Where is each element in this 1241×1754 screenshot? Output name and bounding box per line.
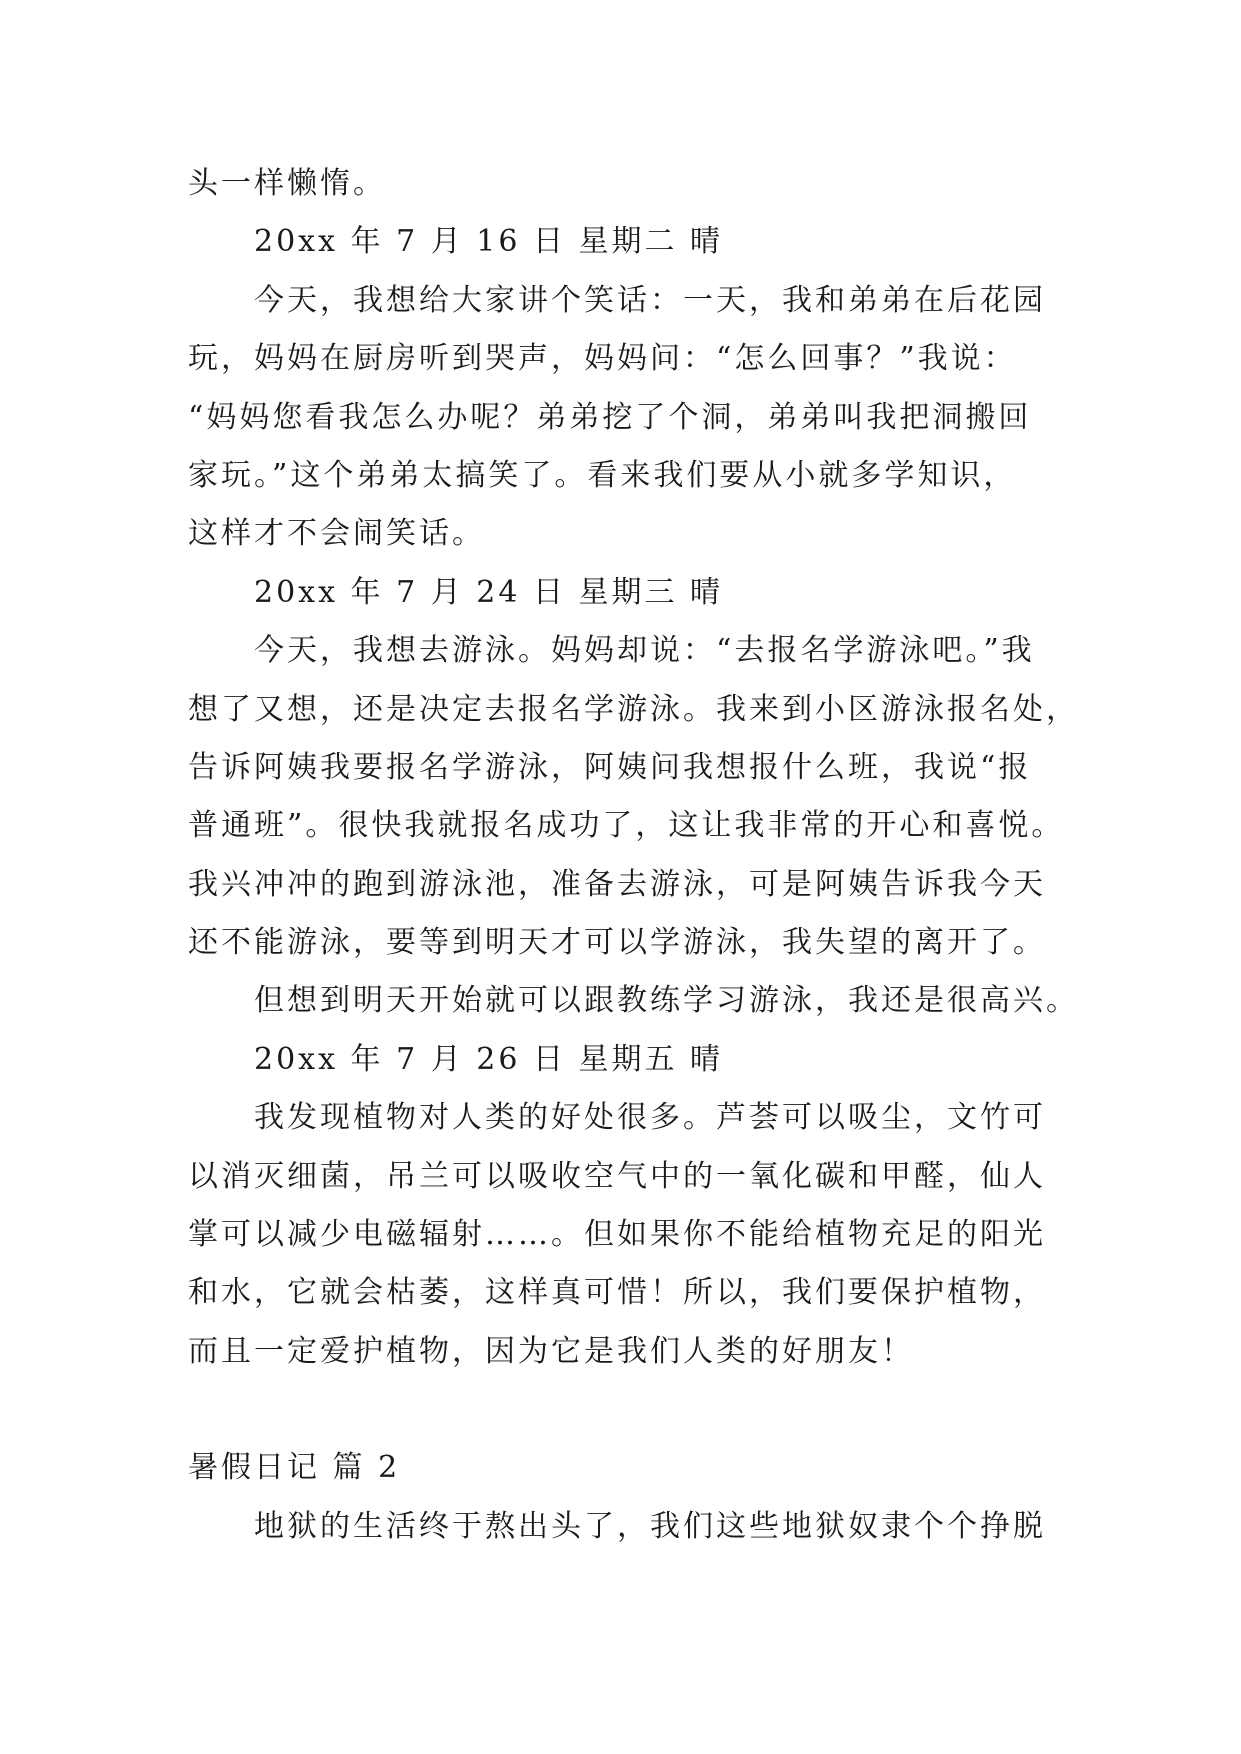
- text-line: 掌可以减少电磁辐射……。但如果你不能给植物充足的阳光: [188, 1217, 1046, 1253]
- text-line: 地狱的生活终于熬出头了，我们这些地狱奴隶个个挣脱: [254, 1508, 1046, 1544]
- section-body: [188, 1498, 1058, 1556]
- text-line: 今天，我想去游泳。妈妈却说：“去报名学游泳吧。”我: [254, 633, 1035, 669]
- text-line: 今天，我想给大家讲个笑话：一天，我和弟弟在后花园: [254, 282, 1046, 318]
- text-line: 普通班”。很快我就报名成功了，这让我非常的开心和喜悦。: [188, 808, 1065, 844]
- text-line: 但想到明天开始就可以跟教练学习游泳，我还是很高兴。: [254, 983, 1079, 1019]
- diary-body: [188, 155, 1079, 1381]
- text-line: 玩，妈妈在厨房听到哭声，妈妈问：“怎么回事？”我说：: [188, 341, 1017, 377]
- text-line: 头一样懒惰。: [188, 166, 386, 201]
- text-line: 这样才不会闹笑话。: [188, 516, 485, 552]
- text-line: “妈妈您看我怎么办呢？弟弟挖了个洞，弟弟叫我把洞搬回: [188, 399, 1032, 435]
- text-line: 20xx 年 7 月 24 日 星期三 晴: [254, 574, 724, 610]
- text-line: 还不能游泳，要等到明天才可以学游泳，我失望的离开了。: [188, 925, 1046, 961]
- text-line: 我发现植物对人类的好处很多。芦荟可以吸尘，文竹可: [254, 1100, 1046, 1136]
- section-gap: [188, 1381, 1058, 1439]
- text-line: 想了又想，还是决定去报名学游泳。我来到小区游泳报名处，: [188, 691, 1079, 727]
- text-line: 和水，它就会枯萎，这样真可惜！所以，我们要保护植物，: [188, 1275, 1046, 1311]
- text-line: 而且一定爱护植物，因为它是我们人类的好朋友！: [188, 1333, 914, 1369]
- text-line: 我兴冲冲的跑到游泳池，准备去游泳，可是阿姨告诉我今天: [188, 866, 1046, 902]
- text-line: 20xx 年 7 月 16 日 星期二 晴: [254, 224, 724, 260]
- text-line: 20xx 年 7 月 26 日 星期五 晴: [254, 1041, 724, 1077]
- text-line: 以消灭细菌，吊兰可以吸收空气中的一氧化碳和甲醛，仙人: [188, 1158, 1046, 1194]
- section-title: 暑假日记 篇 2: [188, 1450, 401, 1486]
- text-line: 家玩。”这个弟弟太搞笑了。看来我们要从小就多学知识，: [188, 457, 1017, 493]
- text-line: 告诉阿姨我要报名学游泳，阿姨问我想报什么班，我说“报: [188, 749, 1032, 785]
- document-page: [188, 155, 1079, 1556]
